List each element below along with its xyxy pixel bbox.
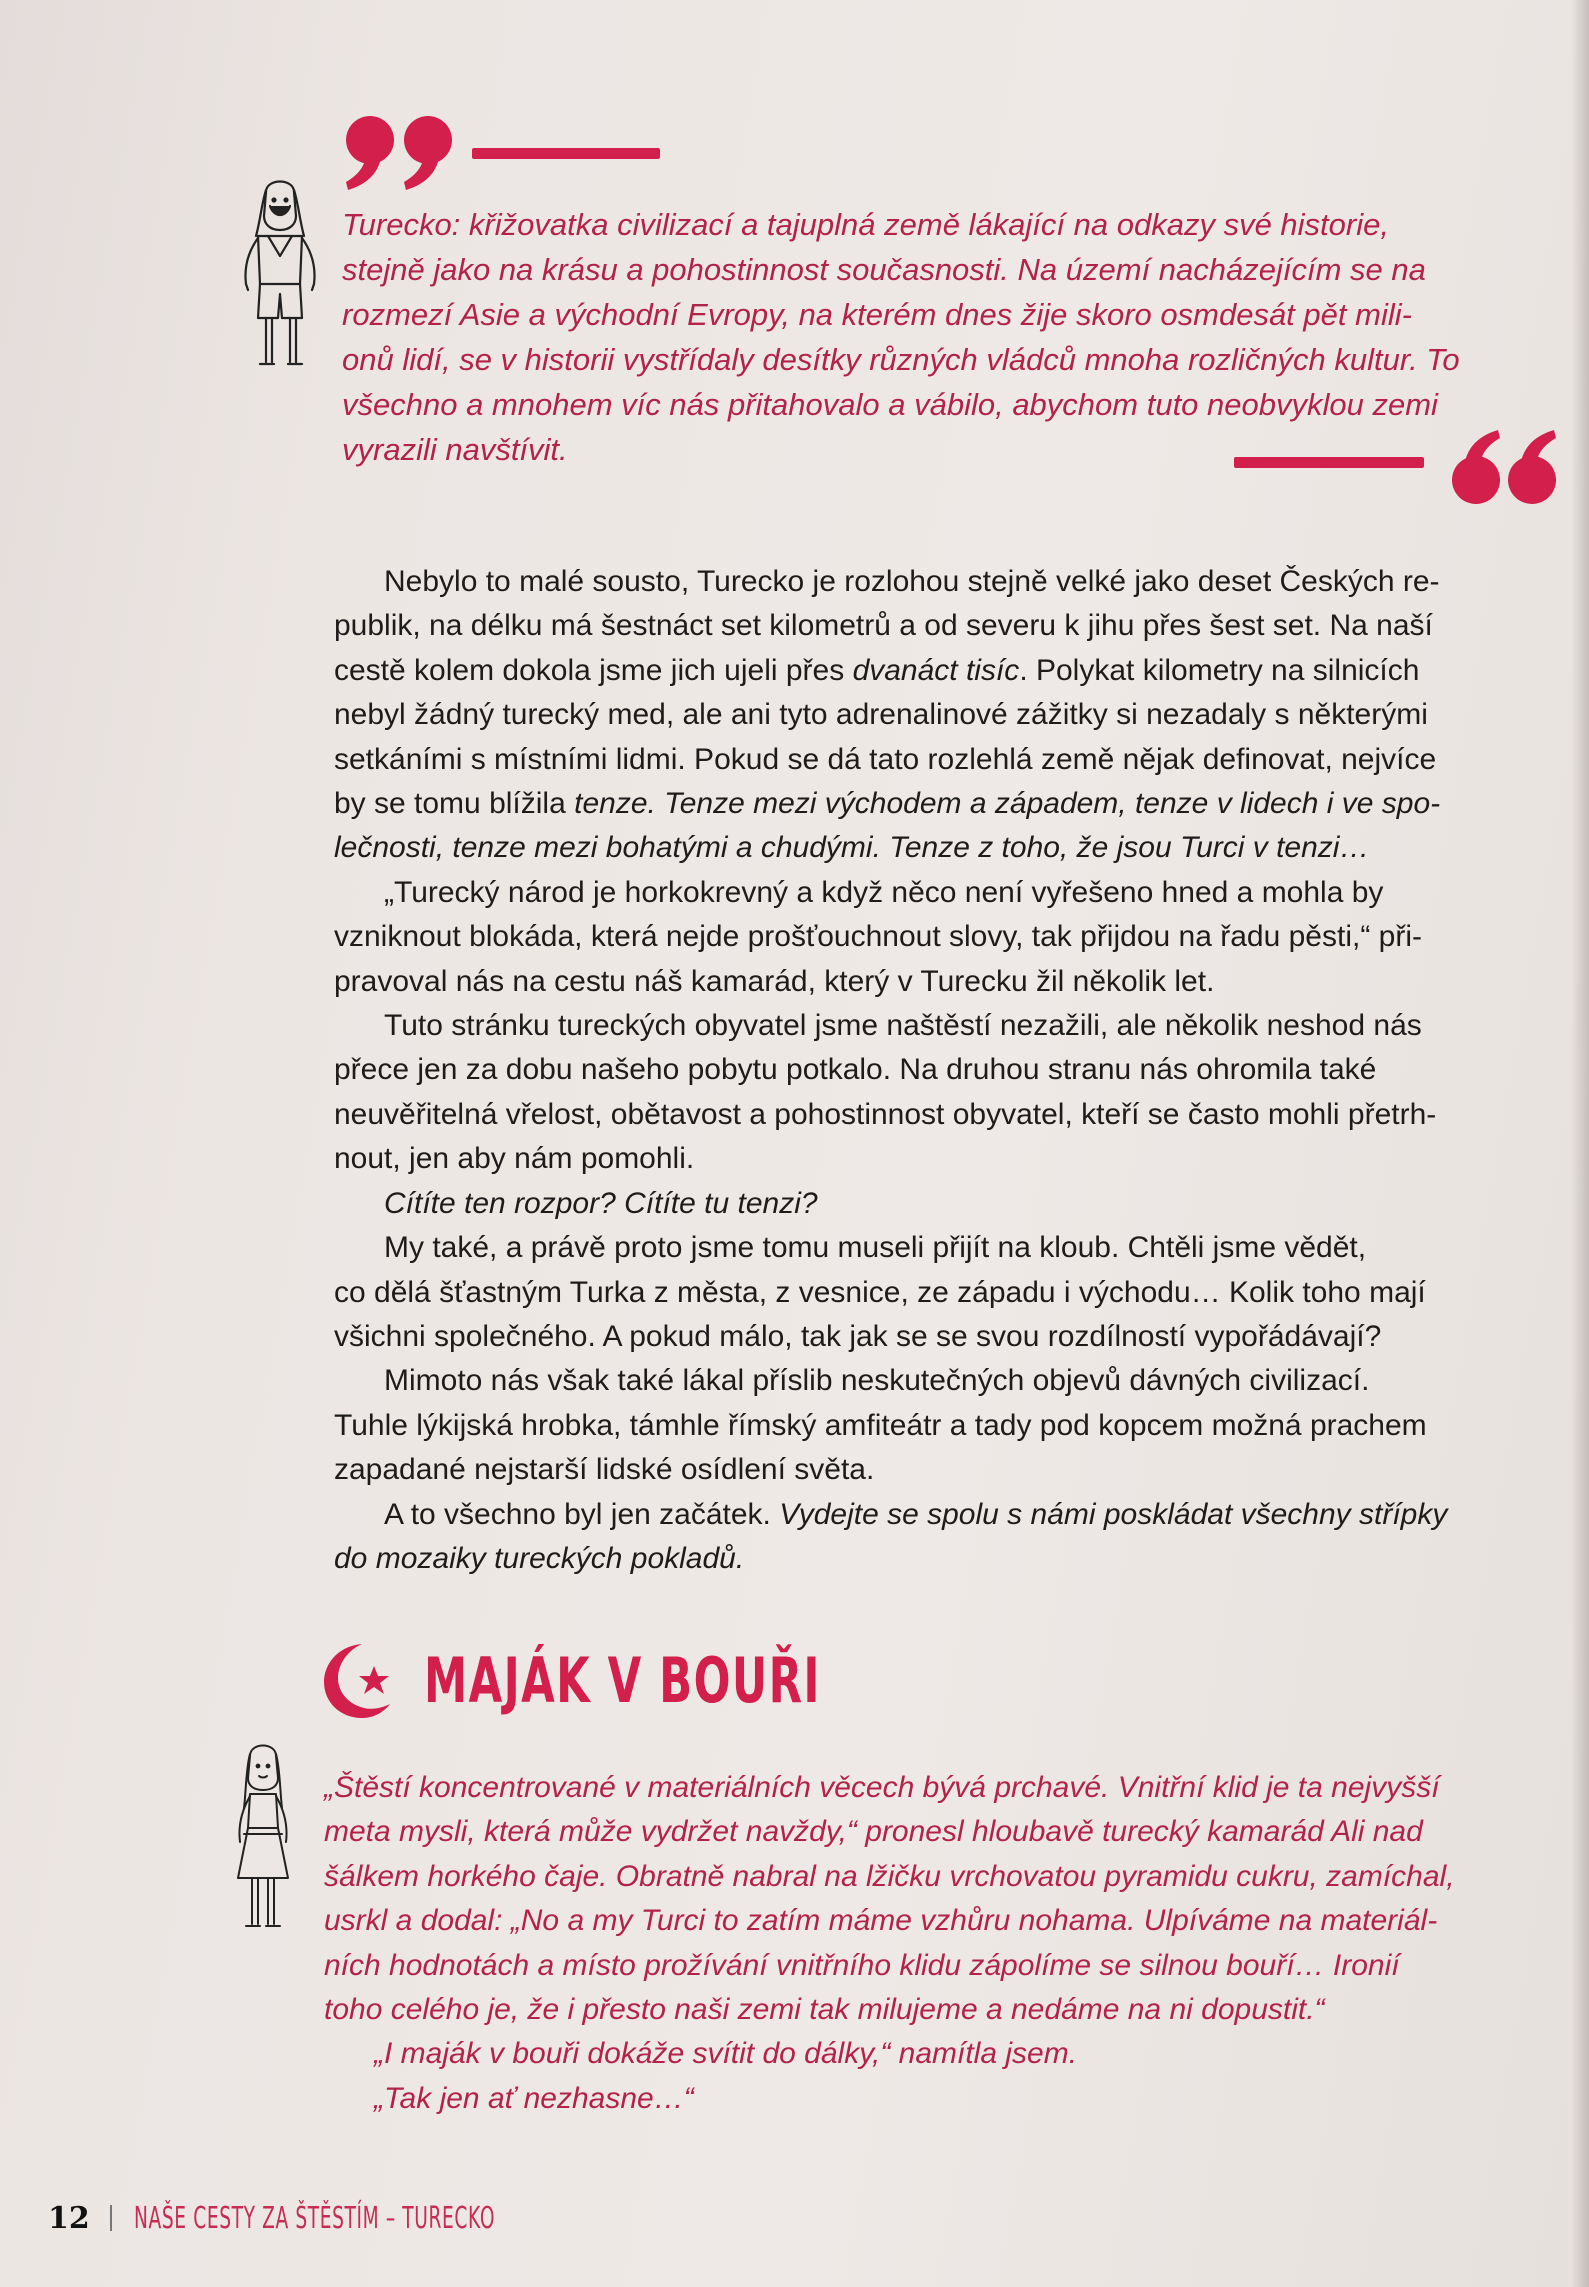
paragraph-line bbox=[334, 782, 1544, 826]
page-number: 12 bbox=[48, 2200, 90, 2236]
paragraph-line: vzniknout blokáda, která nejde prošťouchnout slovy, tak přijdou na řadu pěsti,“ při- bbox=[334, 920, 1422, 954]
section-title: MAJÁK V BOUŘI bbox=[424, 1644, 821, 1717]
ali-quote-reply: „I maják v bouři dokáže svítit do dálky,“ namítla jsem. bbox=[374, 2037, 1078, 2071]
paragraph-line: nebyl žádný turecký med, ale ani tyto adrenalinové zážitky si nezadaly s některými bbox=[334, 698, 1428, 732]
emphasis: tenze. Tenze mezi východem a západem, tenze v lidech i ve spo- bbox=[574, 787, 1441, 821]
paragraph-line: neuvěřitelná vřelost, obětavost a pohostinnost obyvatel, kteří se často mohli přetrh- bbox=[334, 1097, 1437, 1131]
text-run: by se tomu blížila bbox=[334, 787, 575, 821]
paragraph-line: „Turecký národ je horkokrevný a když něco není vyřešeno hned a mohla by bbox=[384, 875, 1384, 909]
paragraph-line: Mimoto nás však také lákal příslib neskutečných objevů dávných civilizací. bbox=[384, 1364, 1370, 1398]
ali-quote-line: „Štěstí koncentrované v materiálních věcech bývá prchavé. Vnitřní klid je ta nejvyšší bbox=[324, 1771, 1440, 1804]
paragraph-line: Nebylo to malé sousto, Turecko je rozlohou stejně velké jako deset Českých re- bbox=[384, 565, 1440, 598]
emphasis: lečnosti, tenze mezi bohatými a chudými. Tenze z toho, že jsou Turci v tenzi… bbox=[334, 831, 1370, 865]
quote-rule-bottom bbox=[1234, 457, 1424, 468]
woman-figure-illustration bbox=[228, 1738, 298, 1938]
quote-close-icon bbox=[1448, 428, 1558, 508]
ali-quote-line: ních hodnotách a místo prožívání vnitřního klidu zápolíme se silnou bouří… Ironií bbox=[324, 1948, 1400, 1982]
emphasis: Vydejte se spolu s námi poskládat všechny střípky bbox=[779, 1497, 1448, 1531]
paragraph-line bbox=[334, 826, 1544, 870]
paragraph-line: setkáními s místními lidmi. Pokud se dá tato rozlehlá země nějak definovat, nejvíce bbox=[334, 742, 1437, 776]
quote-open-icon bbox=[340, 112, 460, 192]
paragraph-line: nout, jen aby nám pomohli. bbox=[334, 1142, 695, 1176]
paragraph-line: publik, na délku má šestnáct set kilometrů a od severu k jihu přes šest set. Na naší bbox=[334, 609, 1433, 643]
intro-quote-line: vyrazili navštívit. bbox=[342, 432, 568, 467]
ali-quote-line: meta mysli, která může vydržet navždy,“ pronesl hloubavě turecký kamarád Ali nad bbox=[324, 1815, 1423, 1849]
emphasis: Cítíte ten rozpor? Cítíte tu tenzi? bbox=[384, 1186, 818, 1220]
paragraph-line: přece jen za dobu našeho pobytu potkalo. Na druhou stranu nás ohromila také bbox=[334, 1053, 1377, 1087]
paragraph-line: pravoval nás na cestu náš kamarád, který v Turecku žil několik let. bbox=[334, 964, 1215, 998]
ali-quote bbox=[324, 1766, 1544, 2121]
footer-divider bbox=[110, 2205, 112, 2231]
intro-quote-line: všechno a mnohem víc nás přitahovalo a vábilo, abychom tuto neobvyklou zemi bbox=[342, 387, 1438, 422]
paragraph-line: Tuhle lýkijská hrobka, támhle římský amfiteátr a tady pod kopcem možná prachem bbox=[334, 1408, 1427, 1442]
paragraph-line: Tuto stránku tureckých obyvatel jsme naštěstí nezažili, ale několik neshod nás bbox=[384, 1009, 1422, 1043]
paragraph-line: My také, a právě proto jsme tomu museli přijít na kloub. Chtěli jsme vědět, bbox=[384, 1231, 1367, 1265]
intro-quote-line: onů lidí, se v historii vystřídaly desítky různých vládců mnoha rozličných kultur. To bbox=[342, 342, 1460, 377]
intro-quote bbox=[342, 202, 1522, 472]
paragraph-line bbox=[334, 649, 1544, 693]
ali-quote-reply: „Tak jen ať nezhasne…“ bbox=[374, 2081, 694, 2115]
emphasis: do mozaiky tureckých pokladů. bbox=[334, 1541, 745, 1575]
paragraph-line bbox=[334, 1537, 1544, 1581]
paragraph-line: všichni společného. A pokud málo, tak jak se se svou rozdílností vypořádávají? bbox=[334, 1319, 1382, 1353]
man-figure-illustration bbox=[236, 172, 326, 382]
paragraph-line bbox=[334, 1493, 1544, 1537]
crescent-star-icon bbox=[322, 1640, 398, 1720]
intro-quote-line: rozmezí Asie a východní Evropy, na kterém dnes žije skoro osmdesát pět mili- bbox=[342, 297, 1412, 332]
body-text bbox=[334, 560, 1544, 1581]
text-run: . Polykat kilometry na silnicích bbox=[1019, 653, 1420, 687]
intro-quote-line: Turecko: křižovatka civilizací a tajuplná země lákající na odkazy své historie, bbox=[342, 207, 1389, 242]
quote-rule-top bbox=[472, 148, 660, 159]
paragraph-line bbox=[334, 1182, 1544, 1226]
ali-quote-line: toho celého je, že i přesto naši zemi tak milujeme a nedáme na ni dopustit.“ bbox=[324, 1993, 1325, 2027]
ali-quote-line: šálkem horkého čaje. Obratně nabral na lžičku vrchovatou pyramidu cukru, zamíchal, bbox=[324, 1859, 1455, 1893]
running-head: NAŠE CESTY ZA ŠTĚSTÍM – TURECKO bbox=[133, 2200, 495, 2236]
text-run: A to všechno byl jen začátek. bbox=[384, 1497, 780, 1531]
page-edge-shadow bbox=[1571, 0, 1589, 2287]
page-footer bbox=[48, 2196, 716, 2240]
intro-quote-line: stejně jako na krásu a pohostinnost současnosti. Na území nacházejícím se na bbox=[342, 252, 1426, 287]
paragraph-line: co dělá šťastným Turka z města, z vesnice, ze západu i východu… Kolik toho mají bbox=[334, 1275, 1426, 1309]
emphasis: dvanáct tisíc bbox=[852, 653, 1020, 687]
paragraph-line: zapadané nejstarší lidské osídlení světa. bbox=[334, 1453, 875, 1487]
text-run: cestě kolem dokola jsme jich ujeli přes bbox=[334, 653, 853, 687]
ali-quote-line: usrkl a dodal: „No a my Turci to zatím máme vzhůru nohama. Ulpíváme na materiál- bbox=[324, 1904, 1438, 1938]
